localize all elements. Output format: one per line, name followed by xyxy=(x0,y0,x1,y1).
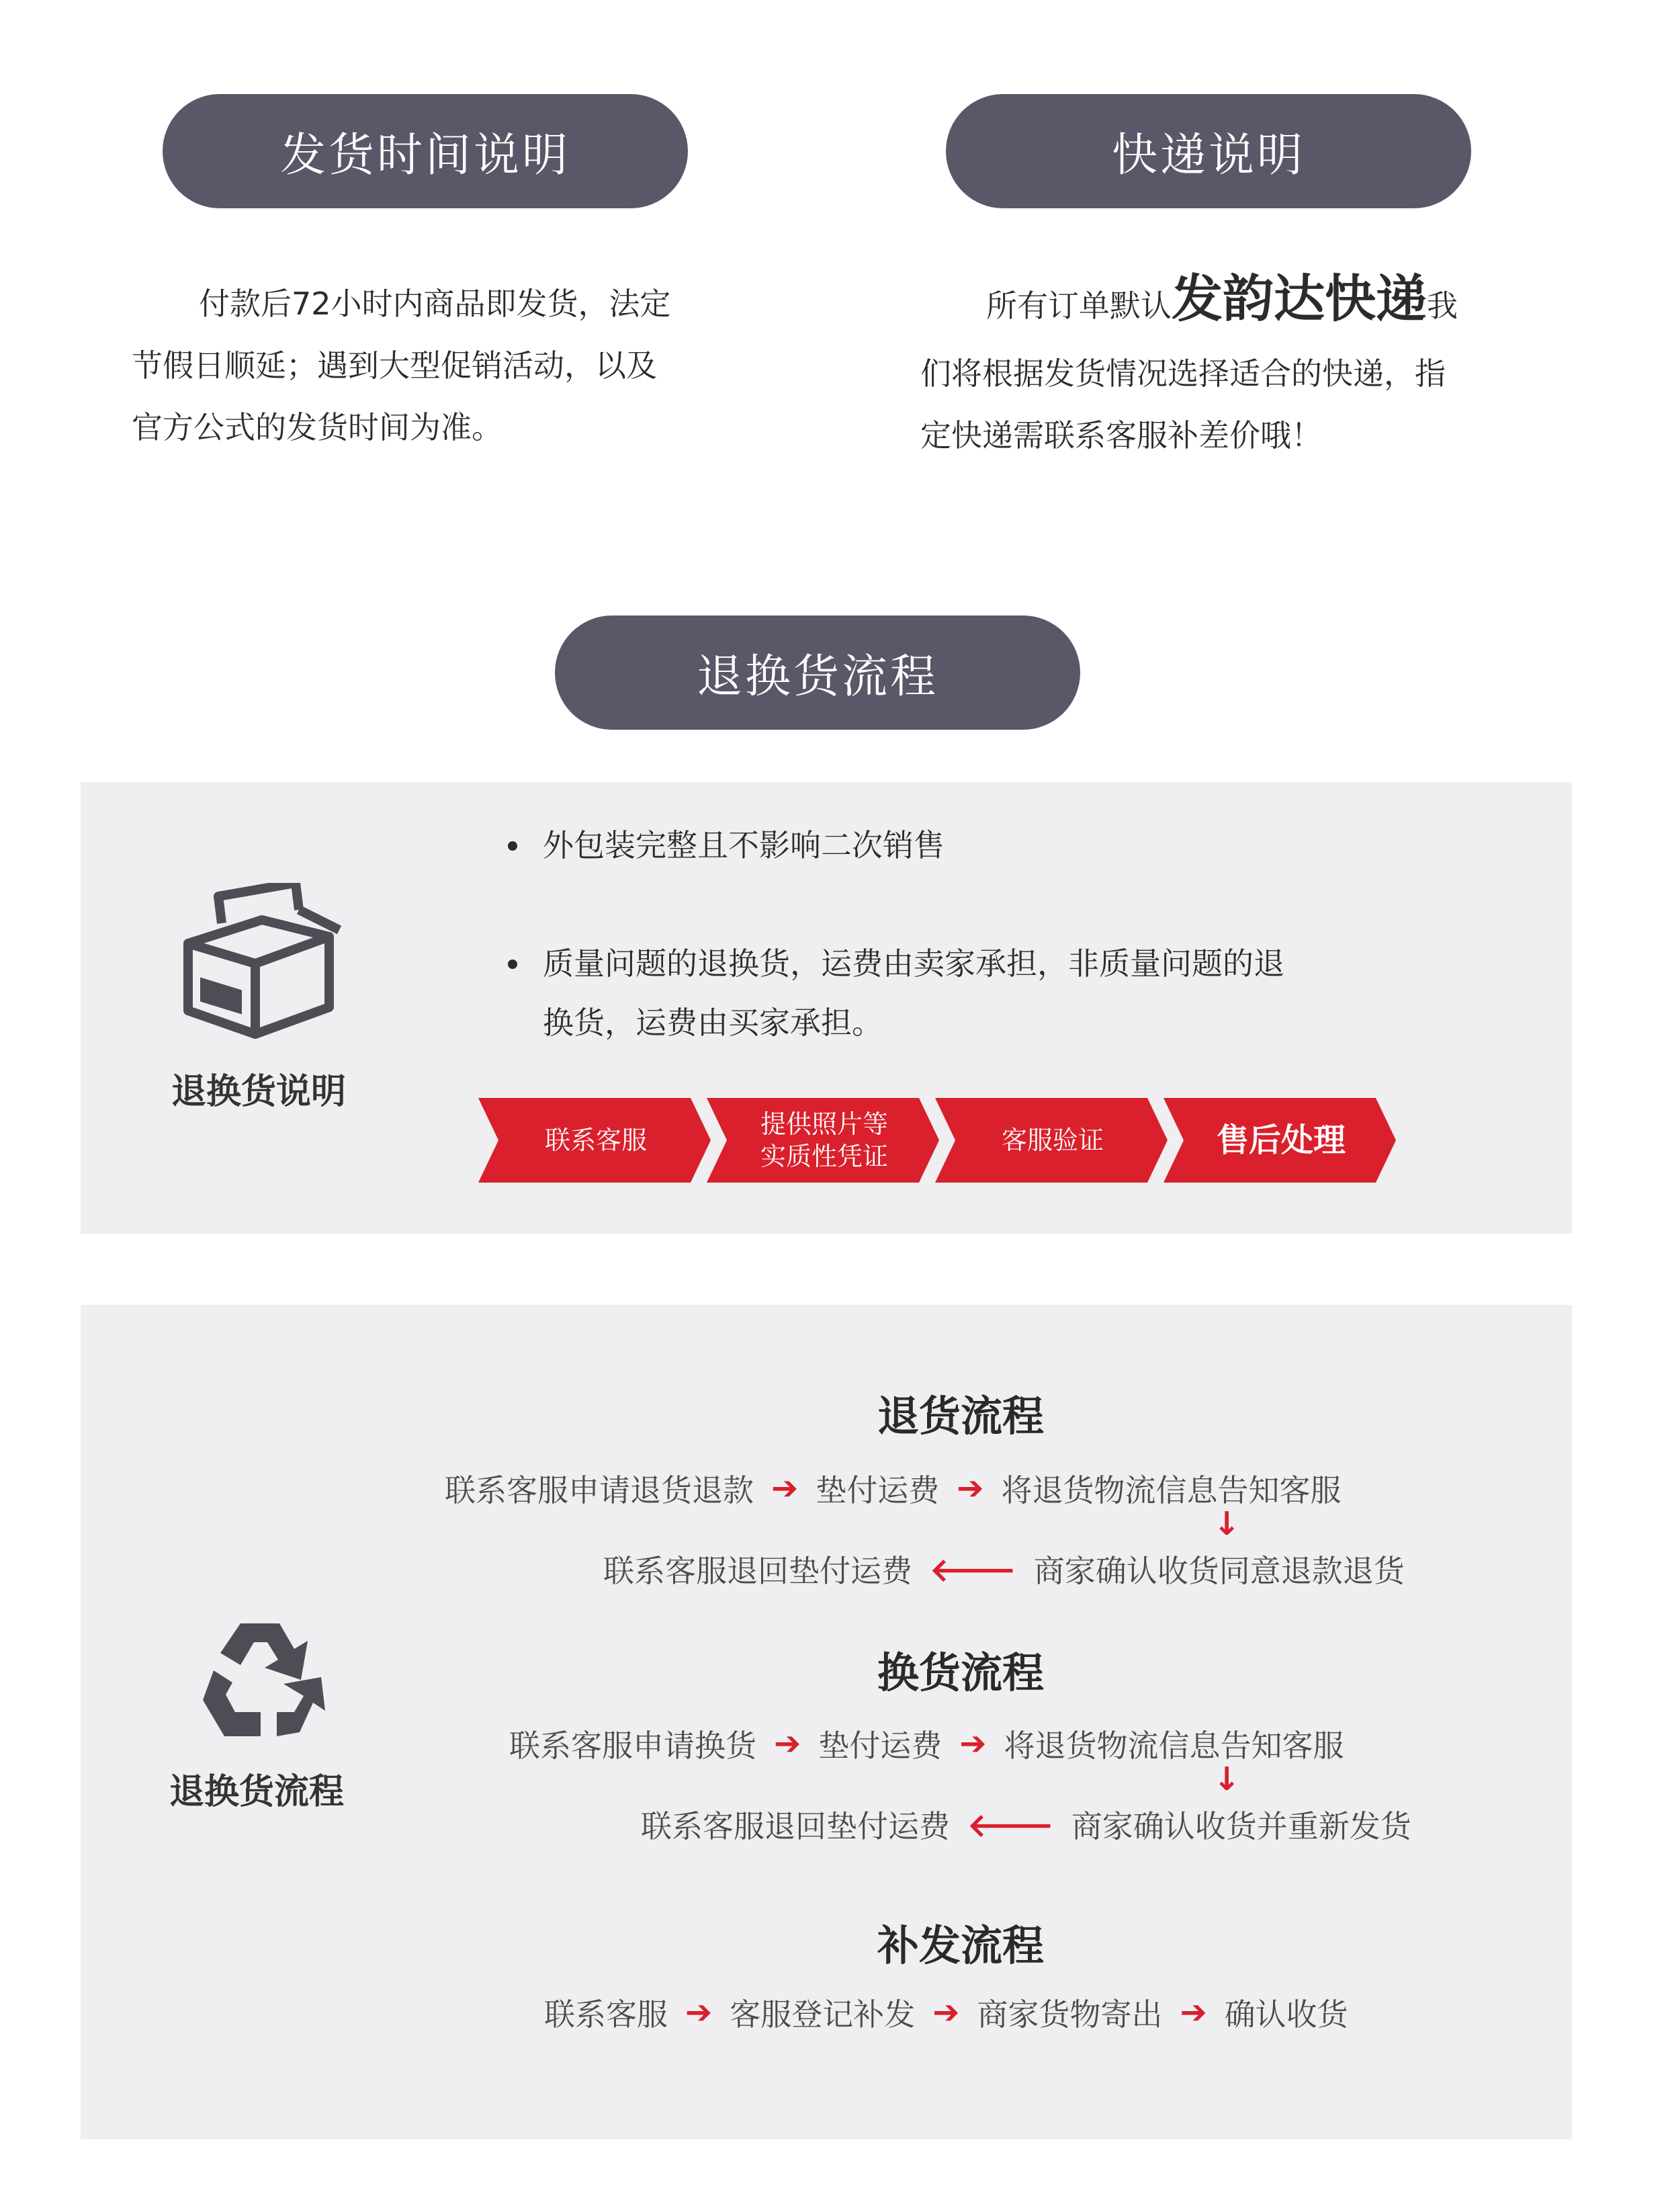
arrow-right-icon: ➔ xyxy=(932,1994,960,2031)
bullet-1-text: 外包装完整且不影响二次销售 xyxy=(543,827,945,863)
return-flow-row-1 xyxy=(445,1466,1341,1511)
bullet-2-line-2: 换货，运费由买家承担。 xyxy=(543,1005,883,1041)
exchange-flow-row-1 xyxy=(509,1721,1344,1766)
shipping-line-2: 节假日顺延；遇到大型促销活动，以及 xyxy=(132,347,657,384)
arrow-left-icon: 🡐 xyxy=(967,1806,1054,1844)
express-line-1-prefix: 所有订单默认 xyxy=(986,288,1172,324)
step-label-line-1: 提供照片等 xyxy=(760,1109,888,1139)
flow-step: 商家确认收货同意退款退货 xyxy=(1033,1553,1405,1589)
arrow-right-icon: ➔ xyxy=(774,1725,801,1762)
step-service-verify xyxy=(935,1098,1168,1183)
flow-step: 客服登记补发 xyxy=(730,1996,916,2033)
express-line-3: 定快递需联系客服补差价哦！ xyxy=(920,417,1322,454)
flow-step: 商家确认收货并重新发货 xyxy=(1071,1808,1411,1844)
arrow-right-icon: ➔ xyxy=(685,1994,713,2031)
returns-process-label: 退换货流程 xyxy=(169,1772,344,1812)
bullet-2-line-1: 质量问题的退换货，运费由卖家承担，非质量问题的退 xyxy=(543,945,1284,982)
arrow-down-icon: ↓ xyxy=(1213,1505,1241,1543)
flow-step: 将退货物流信息告知客服 xyxy=(1001,1472,1342,1508)
shipping-line-1: 付款后72小时内商品即发货，法定 xyxy=(199,286,671,322)
express-highlight: 发韵达快递 xyxy=(1172,269,1427,329)
step-provide-photos xyxy=(707,1098,939,1183)
flow-step: 联系客服申请换货 xyxy=(509,1728,756,1764)
flow-step: 商家货物寄出 xyxy=(977,1996,1163,2033)
exchange-flow-title: 换货流程 xyxy=(877,1648,1044,1697)
express-text xyxy=(920,262,1505,466)
return-flow-title: 退货流程 xyxy=(877,1392,1044,1441)
bullet-item-2 xyxy=(543,934,1483,1052)
step-label-line-2: 实质性凭证 xyxy=(760,1142,888,1171)
step-label: 客服验证 xyxy=(1001,1125,1104,1155)
shipping-text xyxy=(132,273,736,458)
express-line-1 xyxy=(920,262,1505,343)
step-after-sales xyxy=(1164,1098,1396,1183)
bullet-item-1 xyxy=(543,816,1483,875)
bullet-dot xyxy=(508,960,517,969)
arrow-right-icon: ➔ xyxy=(1180,1994,1207,2031)
flow-step: 联系客服退回垫付运费 xyxy=(603,1553,912,1589)
express-title: 快递说明 xyxy=(946,94,1471,208)
exchange-flow-row-2 xyxy=(641,1802,1411,1846)
step-label xyxy=(727,1098,922,1183)
box-icon xyxy=(181,883,343,1044)
flow-step: 将退货物流信息告知客服 xyxy=(1004,1728,1344,1764)
reissue-flow-title: 补发流程 xyxy=(877,1921,1044,1970)
recycle-icon xyxy=(193,1618,328,1746)
flow-step: 垫付运费 xyxy=(816,1472,940,1508)
returns-process-title: 退换货流程 xyxy=(555,615,1080,730)
step-contact-service xyxy=(478,1098,711,1183)
return-flow-row-2 xyxy=(603,1547,1405,1591)
shipping-line-3: 官方公式的发货时间为准。 xyxy=(132,409,502,445)
arrow-right-icon: ➔ xyxy=(959,1725,987,1762)
flow-step: 联系客服退回垫付运费 xyxy=(641,1808,950,1844)
service-steps xyxy=(478,1098,1419,1183)
step-label: 售后处理 xyxy=(1216,1121,1346,1159)
arrow-right-icon: ➔ xyxy=(771,1470,799,1507)
flow-step: 垫付运费 xyxy=(818,1728,942,1764)
arrow-down-icon: ↓ xyxy=(1213,1760,1241,1798)
returns-explain-label: 退换货说明 xyxy=(171,1072,346,1112)
express-line-1-suffix: 我 xyxy=(1427,288,1458,324)
step-label: 联系客服 xyxy=(544,1125,647,1155)
shipping-time-title: 发货时间说明 xyxy=(163,94,688,208)
flow-step: 确认收货 xyxy=(1224,1996,1348,2033)
bullet-dot xyxy=(508,841,517,851)
flow-step: 联系客服申请退货退款 xyxy=(445,1472,754,1508)
flow-step: 联系客服 xyxy=(544,1996,668,2033)
reissue-flow-row-1 xyxy=(544,1990,1348,2035)
express-line-2: 们将根据发货情况选择适合的快递，指 xyxy=(920,355,1446,392)
arrow-right-icon: ➔ xyxy=(957,1470,984,1507)
arrow-left-icon: 🡐 xyxy=(930,1551,1016,1589)
